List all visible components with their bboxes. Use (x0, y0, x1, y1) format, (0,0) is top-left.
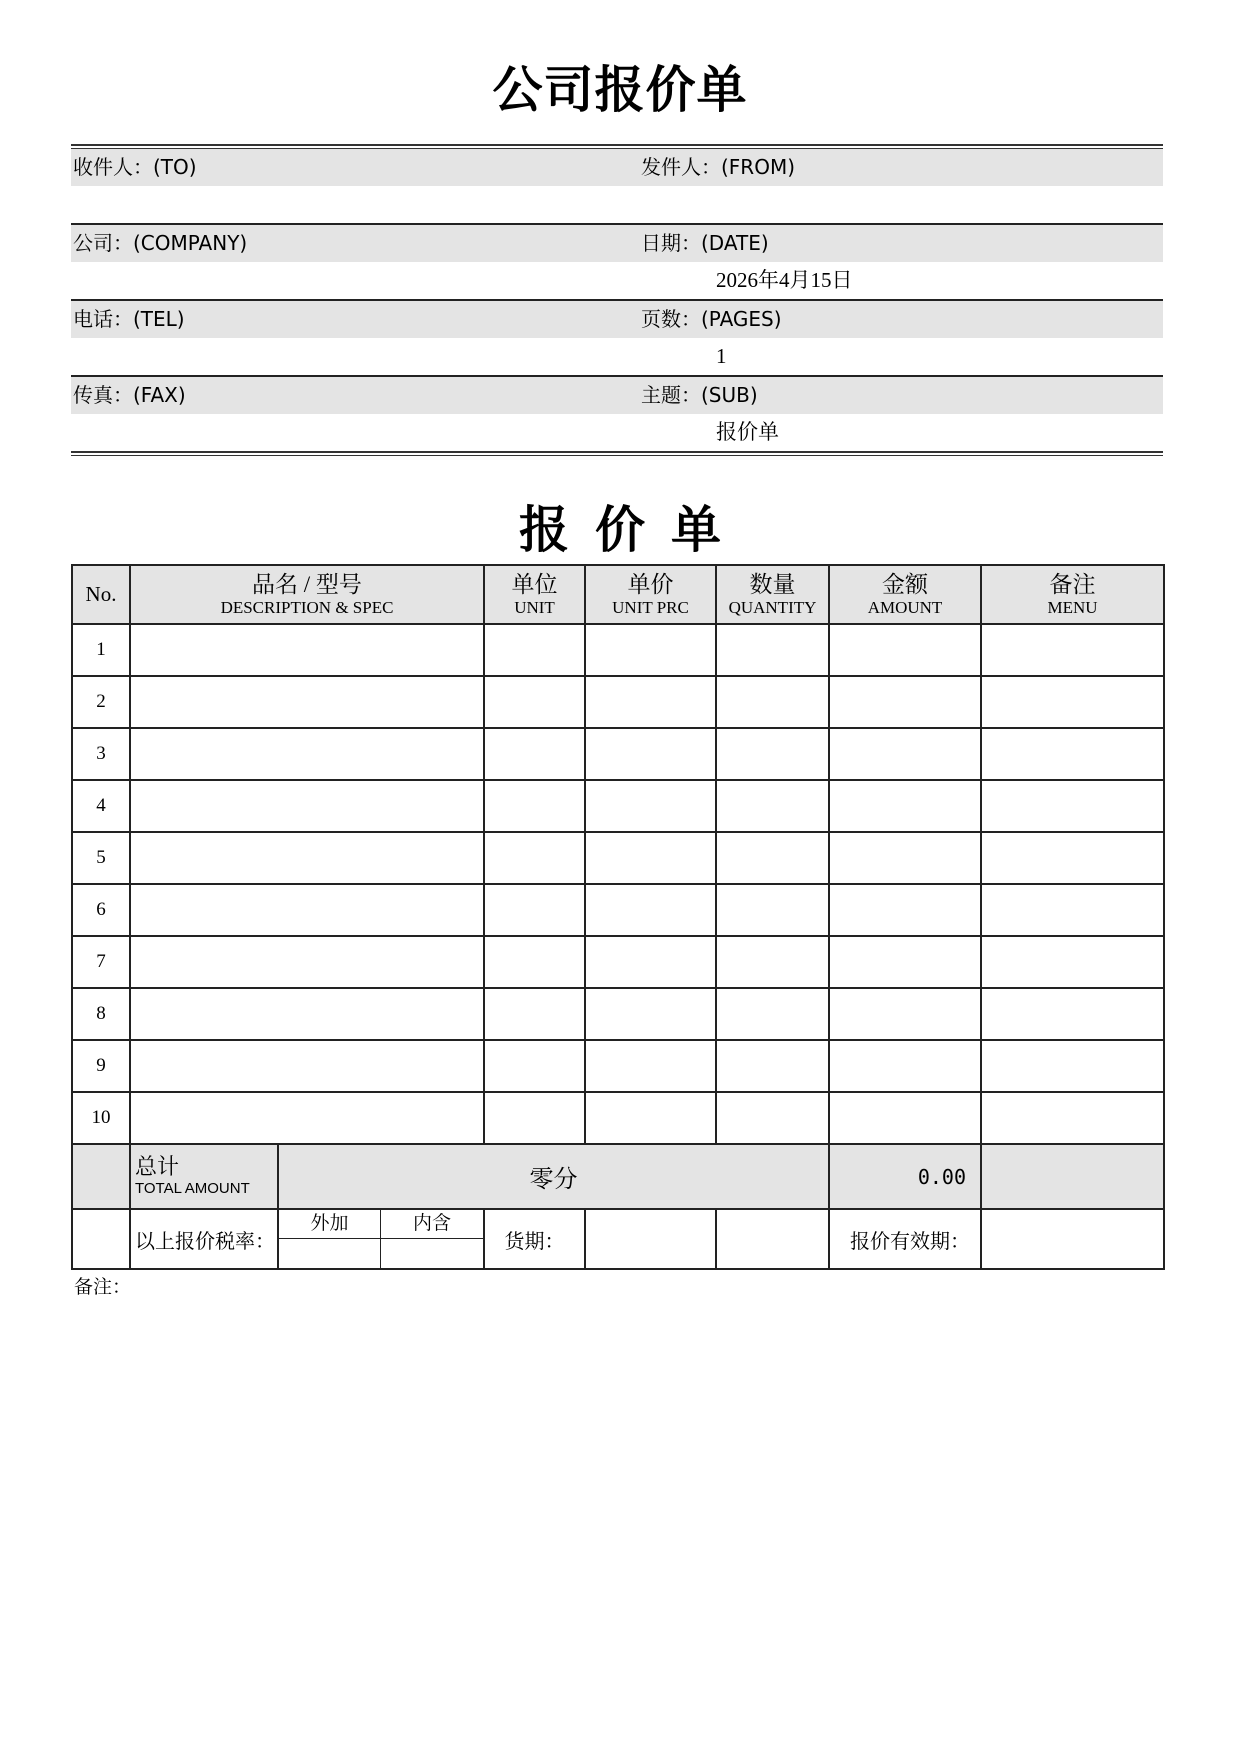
validity-label: 报价有效期： (829, 1209, 981, 1269)
date-value[interactable]: 2026年4月15日 (716, 268, 853, 292)
footer-terms-row (72, 1209, 1164, 1269)
cell-quantity[interactable] (716, 1040, 829, 1092)
header-amount-cn: 金额 (882, 571, 928, 597)
header-memo-en: MENU (1047, 597, 1098, 617)
cell-unit[interactable] (484, 1040, 585, 1092)
fax-label: 传真：(FAX) (73, 383, 186, 407)
cell-unit[interactable] (484, 624, 585, 676)
subject-value[interactable]: 报价单 (716, 420, 779, 444)
cell-quantity[interactable] (716, 624, 829, 676)
cell-quantity[interactable] (716, 936, 829, 988)
tax-rate-label: 以上报价税率： (130, 1209, 278, 1269)
remarks-label: 备注： (74, 1276, 132, 1298)
cell-unit[interactable] (484, 780, 585, 832)
tel-label: 电话：(TEL) (73, 307, 185, 331)
cell-amount[interactable] (829, 832, 981, 884)
header-unit-cn: 单位 (511, 571, 558, 597)
table-header-row (72, 565, 1164, 624)
to-label: 收件人：(TO) (73, 155, 197, 179)
cell-amount[interactable] (829, 936, 981, 988)
cell-quantity[interactable] (716, 676, 829, 728)
table-row (72, 676, 1164, 728)
pages-label: 页数：(PAGES) (641, 307, 782, 331)
info-row-fax-subject (71, 375, 1163, 414)
cell-quantity[interactable] (716, 884, 829, 936)
table-row (72, 1040, 1164, 1092)
total-amount-in-words: 零分 (278, 1144, 829, 1209)
header-unit-price (585, 565, 716, 624)
header-memo (981, 565, 1164, 624)
cell-memo[interactable] (981, 728, 1164, 780)
cell-unit-price[interactable] (585, 624, 716, 676)
cell-description[interactable] (130, 1040, 484, 1092)
row-number: 4 (72, 780, 130, 832)
cell-amount[interactable] (829, 988, 981, 1040)
tax-exclusive-value[interactable] (279, 1239, 381, 1268)
tax-inclusive-value[interactable] (381, 1239, 483, 1268)
double-rule-bottom (71, 451, 1163, 456)
cell-memo[interactable] (981, 832, 1164, 884)
info-row-tel-pages (71, 299, 1163, 338)
cell-quantity[interactable] (716, 780, 829, 832)
cell-unit[interactable] (484, 832, 585, 884)
cell-memo[interactable] (981, 624, 1164, 676)
table-row (72, 780, 1164, 832)
cell-memo[interactable] (981, 884, 1164, 936)
header-info-block (71, 144, 1163, 456)
cell-amount[interactable] (829, 728, 981, 780)
date-label: 日期：(DATE) (641, 231, 769, 255)
tax-inclusive-option[interactable]: 内含 (381, 1210, 483, 1239)
header-description-cn: 品名 / 型号 (252, 571, 362, 597)
info-row-fax-subject-value[interactable] (71, 414, 1163, 451)
quote-table (71, 564, 1165, 1270)
cell-quantity[interactable] (716, 832, 829, 884)
row-number: 8 (72, 988, 130, 1040)
row-number: 1 (72, 624, 130, 676)
cell-memo[interactable] (981, 1092, 1164, 1144)
cell-amount[interactable] (829, 624, 981, 676)
delivery-value[interactable] (585, 1209, 716, 1269)
cell-unit-price[interactable] (585, 728, 716, 780)
header-unit (484, 565, 585, 624)
header-quantity-cn: 数量 (749, 571, 796, 597)
header-memo-cn: 备注 (1049, 571, 1096, 597)
tax-options (278, 1209, 484, 1269)
cell-amount[interactable] (829, 884, 981, 936)
cell-quantity[interactable] (716, 728, 829, 780)
subject-label: 主题：(SUB) (641, 383, 758, 407)
cell-unit-price[interactable] (585, 1040, 716, 1092)
total-amount-value: 0.00 (829, 1144, 981, 1209)
cell-memo[interactable] (981, 936, 1164, 988)
header-description-en: DESCRIPTION & SPEC (220, 597, 394, 617)
cell-unit[interactable] (484, 676, 585, 728)
cell-memo[interactable] (981, 1040, 1164, 1092)
delivery-label: 货期： (484, 1209, 585, 1269)
table-row (72, 884, 1164, 936)
row-number: 10 (72, 1092, 130, 1144)
info-row-company-date-value[interactable] (71, 262, 1163, 299)
cell-unit[interactable] (484, 884, 585, 936)
table-row (72, 936, 1164, 988)
cell-description[interactable] (130, 832, 484, 884)
total-blank-cell (72, 1144, 130, 1209)
row-number: 5 (72, 832, 130, 884)
info-row-company-date (71, 223, 1163, 262)
cell-amount[interactable] (829, 676, 981, 728)
header-unit-en: UNIT (514, 597, 555, 617)
header-quantity (716, 565, 829, 624)
table-row (72, 1092, 1164, 1144)
pages-value[interactable]: 1 (716, 344, 727, 368)
cell-description[interactable] (130, 676, 484, 728)
total-memo-cell[interactable] (981, 1144, 1164, 1209)
cell-unit[interactable] (484, 988, 585, 1040)
tax-exclusive-option[interactable]: 外加 (279, 1210, 381, 1239)
total-label-cn: 总计 (135, 1154, 180, 1180)
cell-memo[interactable] (981, 988, 1164, 1040)
cell-unit-price[interactable] (585, 884, 716, 936)
cell-description[interactable] (130, 1092, 484, 1144)
row-number: 9 (72, 1040, 130, 1092)
from-label: 发件人：(FROM) (641, 155, 796, 179)
header-no: No. (72, 565, 130, 624)
row-number: 7 (72, 936, 130, 988)
row-number: 3 (72, 728, 130, 780)
cell-unit[interactable] (484, 728, 585, 780)
cell-unit-price[interactable] (585, 936, 716, 988)
cell-amount[interactable] (829, 1040, 981, 1092)
header-unit-price-cn: 单价 (627, 571, 674, 597)
quote-title: 报价单 (519, 501, 747, 559)
validity-value[interactable] (981, 1209, 1164, 1269)
company-label: 公司：(COMPANY) (73, 231, 248, 255)
header-unit-price-en: UNIT PRC (612, 597, 689, 617)
delivery-extra[interactable] (716, 1209, 829, 1269)
cell-description[interactable] (130, 624, 484, 676)
cell-description[interactable] (130, 728, 484, 780)
table-row (72, 832, 1164, 884)
cell-amount[interactable] (829, 780, 981, 832)
cell-unit-price[interactable] (585, 832, 716, 884)
page-title: 公司报价单 (492, 61, 748, 119)
cell-description[interactable] (130, 884, 484, 936)
total-label (130, 1144, 278, 1209)
info-row-to-from (71, 149, 1163, 186)
cell-amount[interactable] (829, 1092, 981, 1144)
header-amount-en: AMOUNT (867, 597, 943, 617)
cell-unit-price[interactable] (585, 676, 716, 728)
table-row (72, 988, 1164, 1040)
table-row (72, 728, 1164, 780)
cell-unit-price[interactable] (585, 988, 716, 1040)
total-row (72, 1144, 1164, 1209)
cell-unit-price[interactable] (585, 1092, 716, 1144)
row-number: 6 (72, 884, 130, 936)
row-number: 2 (72, 676, 130, 728)
cell-description[interactable] (130, 988, 484, 1040)
total-label-en: TOTAL AMOUNT (135, 1179, 250, 1197)
cell-quantity[interactable] (716, 988, 829, 1040)
cell-memo[interactable] (981, 780, 1164, 832)
cell-description[interactable] (130, 936, 484, 988)
cell-memo[interactable] (981, 676, 1164, 728)
cell-unit[interactable] (484, 1092, 585, 1144)
cell-description[interactable] (130, 780, 484, 832)
cell-quantity[interactable] (716, 1092, 829, 1144)
footer-blank-cell (72, 1209, 130, 1269)
info-row-tel-pages-value[interactable] (71, 338, 1163, 375)
info-row-to-from-value[interactable] (71, 186, 1163, 223)
cell-unit[interactable] (484, 936, 585, 988)
header-quantity-en: QUANTITY (728, 597, 817, 617)
cell-unit-price[interactable] (585, 780, 716, 832)
header-amount (829, 565, 981, 624)
table-row (72, 624, 1164, 676)
header-description (130, 565, 484, 624)
